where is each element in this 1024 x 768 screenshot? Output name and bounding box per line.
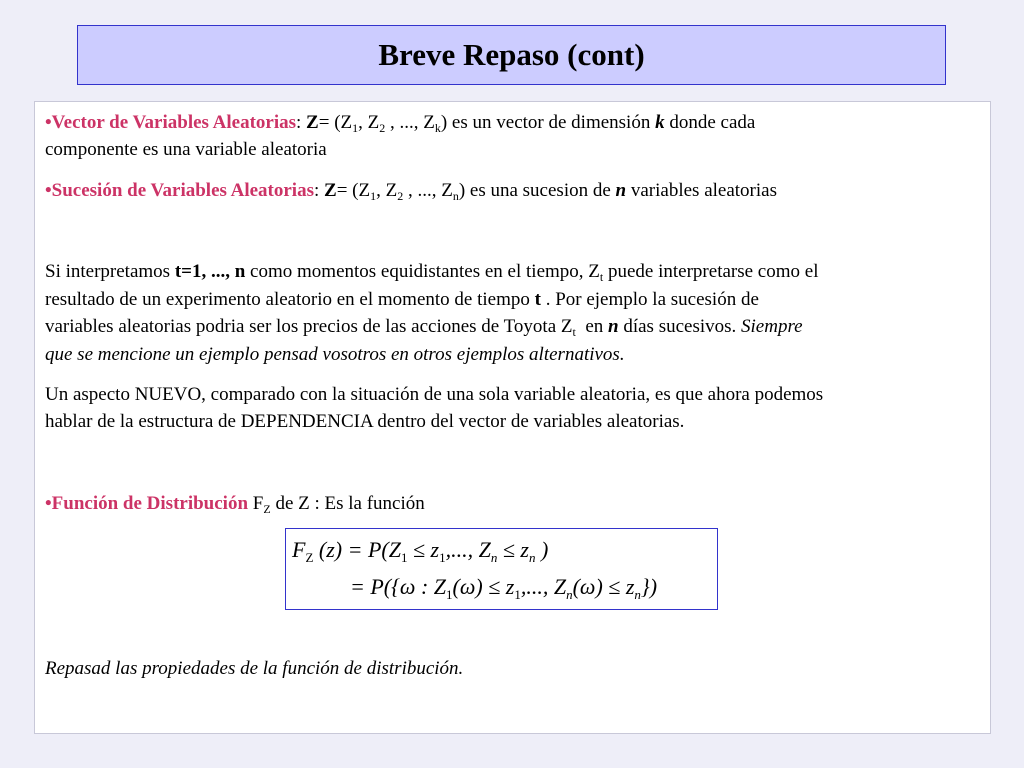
formula-box: [285, 528, 718, 610]
bullet-dot: •: [45, 493, 52, 514]
nuevo-line-2: hablar de la estructura de DEPENDENCIA dentro del vector de variables aleatorias.: [45, 411, 685, 432]
vector-heading: Vector de Variables Aleatorias: [51, 112, 297, 133]
vector-line-1: •Vector de Variables Aleatorias: $Z= (Z_1$, $Z_2$ , ..., $Z_k$) es un vector de dimensión k donde cada: [45, 112, 756, 135]
formula-row-1: $F_Z$ $(z) = P(Z_1 \le z_1$,..., $Z_n \le z_n$ ): [292, 537, 549, 565]
interp-line-2: resultado de un experimento aleatorio en el momento de tiempo t . Por ejemplo la sucesión de: [45, 289, 759, 310]
interp-line-3: variables aleatorias podria ser los precios de las acciones de Toyota $Z_t$ en n días sucesivos. Siempre: [45, 316, 803, 339]
interp-line-4: que se mencione un ejemplo pensad vosotros en otros ejemplos alternativos.: [45, 344, 625, 365]
funcion-heading: Función de Distribución: [51, 493, 249, 514]
bullet-dot: •: [45, 112, 52, 133]
vector-line-2: componente es una variable aleatoria: [45, 139, 327, 160]
funcion-line: •Función de Distribución $F_Z$ de Z : Es la función: [45, 493, 425, 516]
repasad-line: Repasad las propiedades de la función de distribución.: [45, 658, 464, 679]
interp-line-1: Si interpretamos t=1, ..., n como momentos equidistantes en el tiempo, $Z_t$ puede interpretarse como el: [45, 261, 819, 284]
sucesion-line: •Sucesión de Variables Aleatorias: $Z= (Z_1$, $Z_2$ , ..., $Z_n$) es una sucesion de n variables aleatorias: [45, 180, 777, 203]
slide-title: Breve Repaso (cont): [378, 37, 645, 72]
bullet-dot: •: [45, 180, 52, 201]
sucesion-heading: Sucesión de Variables Aleatorias: [51, 180, 314, 201]
title-box: [77, 25, 946, 85]
formula-row-2: = P({ω : $Z_1(\omega) \le z_1$,..., $Z_n(\omega) \le z_n$}): [350, 574, 658, 602]
nuevo-line-1: Un aspecto NUEVO, comparado con la situación de una sola variable aleatoria, es que ahora podemos: [45, 384, 824, 405]
